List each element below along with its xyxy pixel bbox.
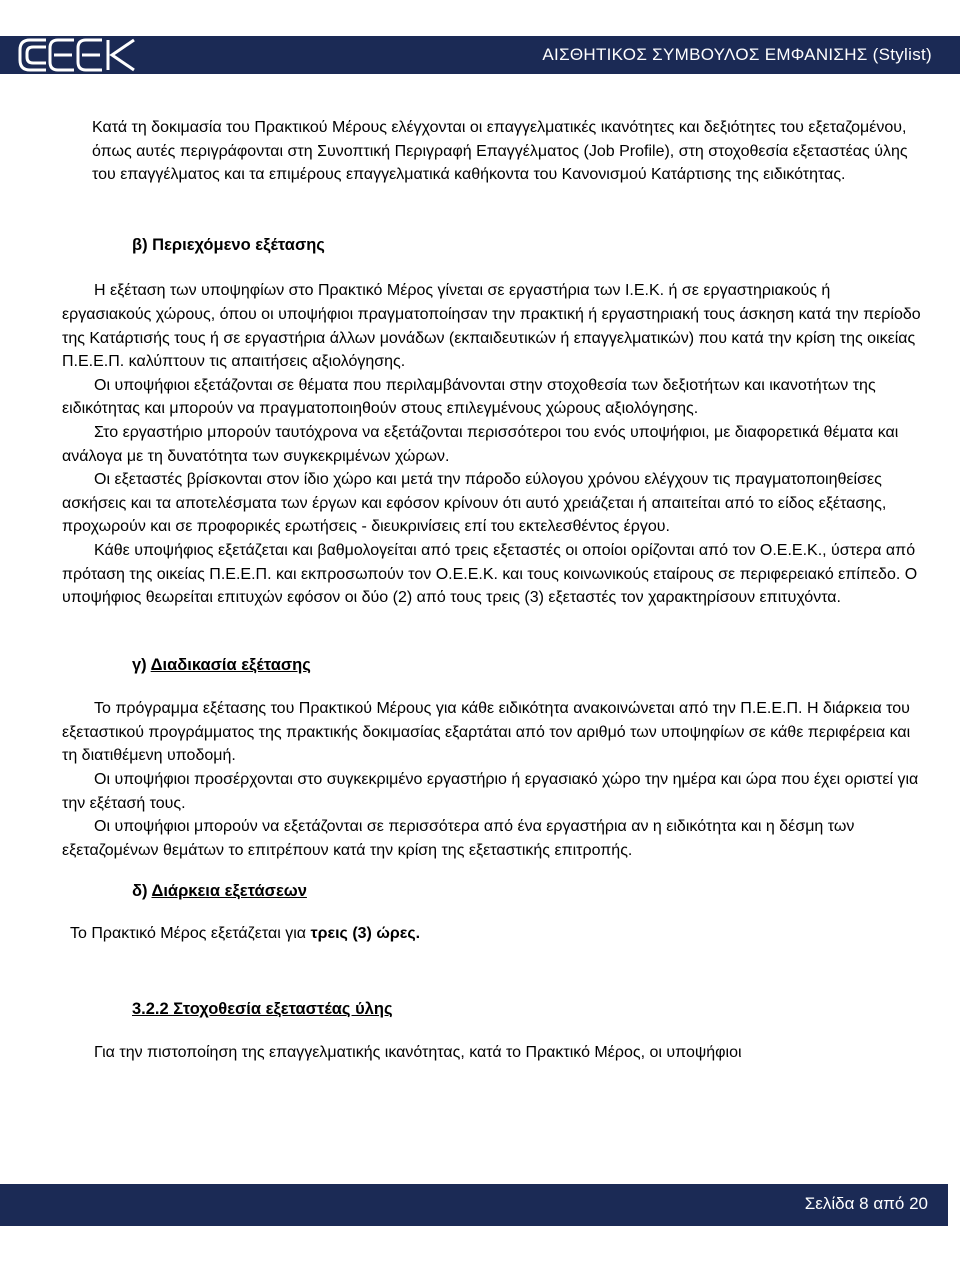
section-d-heading: δ) Διάρκεια εξετάσεων [132, 882, 307, 901]
section-d-paragraph: Το Πρακτικό Μέρος εξετάζεται για τρεις (3) ώρες. [70, 925, 421, 943]
section-c-paragraph: Το πρόγραμμα εξέτασης του Πρακτικού Μέρους για κάθε ειδικότητα ανακοινώνεται από την Π.Ε.Ε.Π. Η διάρκεια του εξεταστικού προγράμματος της πρακτικής δοκιμασίας εξαρτάται από τον αριθμό των υποψηφίων σε κάθε περιφέρεια και τη διατιθέμενη υποδομή. [62, 700, 911, 765]
document-body [62, 116, 924, 1065]
document-title: ΑΙΣΘΗΤΙΚΟΣ ΣΥΜΒΟΥΛΟΣ ΕΜΦΑΝΙΣΗΣ (Stylist) [542, 45, 932, 64]
section-b-paragraph: Οι υποψήφιοι εξετάζονται σε θέματα που περιλαμβάνονται στην στοχοθεσία των δεξιοτήτων και ικανοτήτων της ειδικότητας και μπορούν να πραγματοποιηθούν στους επιλεγμένους χώρους αξιολόγησης. [62, 376, 876, 418]
section-b-paragraph: Οι εξεταστές βρίσκονται στον ίδιο χώρο και μετά την πάροδο εύλογου χρόνου ελέγχουν τις πραγματοποιηθείσες ασκήσεις και τα αποτελέσματα των έργων και εφόσον κρίνουν ότι αυτό χρειάζεται ή απαιτείται από το είδος εξέτασης, προχωρούν και σε προφορικές ερωτήσεις - διευκρινίσεις επί του εκτελεσθέντος έργου. [62, 471, 887, 536]
section-c-paragraph: Οι υποψήφιοι μπορούν να εξετάζονται σε περισσότερα από ένα εργαστήρια αν η ειδικότητα και η δέσμη των εξεταζομένων θεμάτων το επιτρέπουν κατά την κρίση της εξεταστικής επιτροπής. [62, 818, 855, 859]
section-b-heading: β) Περιεχόμενο εξέτασης [132, 235, 325, 254]
section-c-paragraph: Οι υποψήφιοι προσέρχονται στο συγκεκριμένο εργαστήριο ή εργασιακό χώρο την ημέρα και ώρα που έχει οριστεί για την εξέτασή τους. [62, 771, 919, 812]
page-number: Σελίδα 8 από 20 [804, 1194, 928, 1213]
ceek-logo [16, 34, 138, 76]
footer-bar [0, 1184, 948, 1226]
section-c-heading: γ) Διαδικασία εξέτασης [132, 655, 311, 674]
section-322-heading: 3.2.2 Στοχοθεσία εξεταστέας ύλης [132, 999, 393, 1018]
section-b-paragraph: Κάθε υποψήφιος εξετάζεται και βαθμολογείται από τρεις εξεταστές οι οποίοι ορίζονται από τον Ο.Ε.Ε.Κ., ύστερα από πρόταση της οικείας Π.Ε.Ε.Π. και εκπροσωπούν τον Ο.Ε.Ε.Κ. και τους κοινωνικούς εταίρους σε περιφερειακό επίπεδο. Ο υποψήφιος θεωρείται επιτυχών εφόσον οι δύο (2) από τους τρεις (3) εξεταστές τον χαρακτηρίσουν επιτυχόντα. [62, 541, 918, 607]
section-322-paragraph: Για την πιστοποίηση της επαγγελματικής ικανότητας, κατά το Πρακτικό Μέρος, οι υποψήφιοι [94, 1044, 742, 1062]
section-b-paragraph: Στο εργαστήριο μπορούν ταυτόχρονα να εξετάζονται περισσότεροι του ενός υποψήφιοι, με διαφορετικά θέματα και ανάλογα με τη δυνατότητα των συγκεκριμένων χώρων. [62, 423, 899, 465]
section-b-paragraph: Η εξέταση των υποψηφίων στο Πρακτικό Μέρος γίνεται σε εργαστήρια των Ι.Ε.Κ. ή σε εργαστηριακούς ή εργασιακούς χώρους, όπου οι υποψήφιοι πραγματοποίησαν την πρακτική ή εργαστηριακή τους άσκηση κατά την περίοδο της Κατάρτισής τους ή σε εργαστήρια άλλων μονάδων (εκπαιδευτικών ή επαγγελματικών) που κατά την κρίση της οικείας Π.Ε.Ε.Π. καλύπτουν τις απαιτήσεις αξιολόγησης. [62, 282, 921, 371]
intro-paragraph: Κατά τη δοκιμασία του Πρακτικού Μέρους ελέγχονται οι επαγγελματικές ικανότητες και δεξιότητες του εξεταζομένου, όπως αυτές περιγράφονται στη Συνοπτική Περιγραφή Επαγγέλματος (Job Profile), στη στοχοθεσία εξεταστέας ύλης του επαγγέλματος και τα επιμέρους επαγγελματικά καθήκοντα του Κανονισμού Κατάρτισης της ειδικότητας. [92, 119, 908, 184]
